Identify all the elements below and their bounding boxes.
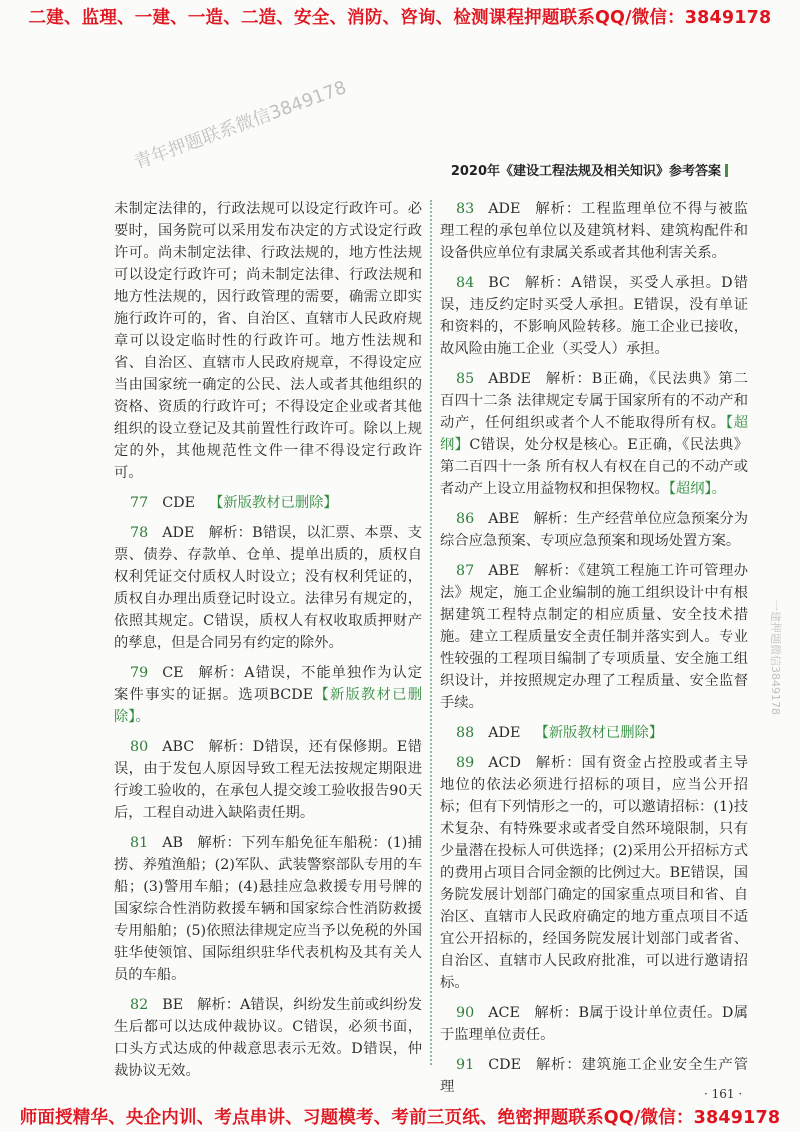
left-column [114,198,422,1090]
answer-item [440,508,748,552]
answer-item [440,272,748,360]
answer-answer: ABDE [488,371,531,387]
intro-paragraph: 未制定法律的，行政法规可以设定行政许可。必要时，国务院可以采用发布决定的方式设定行政许可。尚未制定法律、行政法规的，地方性法规可以设定行政许可；尚未制定法律、行政法规和地方性法规的，因行政管理的需要，确需立即实施行政许可的，省、自治区、直辖市人民政府规章可以设定临时性的行政许可。地方性法规和省、自治区、直辖市人民政府规章，不得设定应当由国家统一确定的公民、法人或者其他组织的资格、资质的行政许可；不得设定企业或者其他组织的设立登记及其前置性行政许可。除以上规定的外，其他规范性文件一律不得设定行政许可。 [114,201,422,481]
answer-num: 84 [456,275,475,291]
answer-item [440,752,748,994]
answer-answer: ACD [488,755,521,771]
answer-note: 【新版教材已删除】。 [114,687,423,725]
answer-num: 77 [130,495,149,511]
page-number: · 161 · [704,1087,743,1101]
answer-answer: ADE [488,725,521,741]
answer-item [440,198,748,264]
answer-text: 解析：A错误，不能单独作为认定案件事实的证据。选项BCDE [114,665,422,703]
answer-text: 解析：A错误，买受人承担。D错误，违反约定时买受人承担。E错误，没有单证和资料的，不影响风险转移。施工企业已接收，故风险由施工企业（买受人）承担。 [440,275,748,357]
answer-num: 81 [130,835,149,851]
watermark-2: 一建押题微信3849178 [769,600,782,715]
promo-banner-bottom: 师面授精华、央企内训、考点串讲、习题模考、考前三页纸、绝密押题联系QQ/微信：3849178 [19,1108,781,1128]
answer-item [114,832,422,986]
answer-num: 86 [456,511,475,527]
answer-text: 解析：国有资金占控股或者主导地位的依法必须进行招标的项目，应当公开招标；但有下列情形之一的，可以邀请招标：(1)技术复杂、有特殊要求或者受自然环境限制，只有少量潜在投标人可供选择；(2)采用公开招标方式的费用占项目合同金额的比例过大。BE错误，国务院发展计划部门确定的国家重点项目和省、自治区、直辖市人民政府确定的地方重点项目不适宜公开招标的，经国务院发展计划部门或者省、自治区、直辖市人民政府批准，可以进行邀请招标。 [440,755,748,991]
answer-answer: BE [162,997,184,1013]
answer-answer: ADE [162,525,195,541]
answer-text: 解析：B属于设计单位责任。D属于监理单位责任。 [440,1005,748,1043]
answer-answer: ABE [488,511,520,527]
answer-text: 解析：工程监理单位不得与被监理工程的承包单位以及建筑材料、建筑构配件和设备供应单位有隶属关系或者其他利害关系。 [440,201,748,261]
answer-note: 【新版教材已删除】 [209,495,338,511]
answer-item [440,722,748,744]
answer-text: 解析：《建筑工程施工许可管理办法》规定，施工企业编制的施工组织设计中有根据建筑工程特点制定的相应质量、安全技术措施。建立工程质量安全责任制并落实到人。专业性较强的工程项目编制了专项质量、安全施工组织设计，并按照规定办理了工程质量、安全监督手续。 [440,563,748,711]
watermark: 青年押题联系微信3849178 [131,77,350,174]
running-header-title: 2020年《建设工程法规及相关知识》参考答案 [450,164,721,179]
answer-num: 80 [130,739,149,755]
answer-num: 90 [456,1005,475,1021]
answer-note: 【新版教材已删除】 [534,725,664,741]
answer-item [440,1002,748,1046]
answer-item [114,492,422,514]
answer-text: 解析：下列车船免征车船税：(1)捕捞、养殖渔船；(2)军队、武装警察部队专用的车船；(3)警用车船；(4)悬挂应急救援专用号牌的国家综合性消防救援车辆和国家综合性消防救援专用船舶；(5)依照法律规定应当予以免税的外国驻华使领馆、国际组织驻华代表机构及其有关人员的车船。 [114,835,422,983]
answer-answer: ABE [488,563,520,579]
answer-item [114,522,422,654]
answer-note2: 【超纲】。 [668,481,726,497]
running-header [451,160,728,179]
answer-answer: CDE [162,495,196,511]
answer-num: 82 [130,997,149,1013]
header-bar-mark [725,164,728,177]
answer-answer: BC [488,275,510,291]
answer-num: 79 [130,665,149,681]
answer-item [114,736,422,824]
answer-text2: C错误，处分权是核心。E正确，《民法典》第二百四十一条 所有权人有权在自己的不动产或者动产上设立用益物权和担保物权。 [440,437,748,497]
answer-note: 【超纲】 [440,415,749,453]
answer-answer: ABC [162,739,195,755]
answer-item [114,662,422,728]
answer-item [440,368,748,500]
answer-num: 89 [456,755,475,771]
answer-num: 91 [456,1057,475,1073]
answer-answer: CE [162,665,184,681]
answer-text: 解析：生产经营单位应急预案分为综合应急预案、专项应急预案和现场处置方案。 [440,511,748,549]
column-divider [430,200,432,1065]
answer-item [440,1054,748,1098]
answer-num: 87 [456,563,475,579]
answer-num: 85 [456,371,475,387]
answer-text: 解析：D错误，还有保修期。E错误，由于发包人原因导致工程无法按规定期限进行竣工验收的，在承包人提交竣工验收报告90天后，工程自动进入缺陷责任期。 [114,739,422,821]
answer-text: 解析：A错误，纠纷发生前或纠纷发生后都可以达成仲裁协议。C错误，必须书面，口头方式达成的仲裁意思表示无效。D错误，仲裁协议无效。 [114,997,422,1079]
right-column [440,198,748,1106]
answer-item [114,994,422,1082]
answer-answer: AB [162,835,184,851]
answer-text: 解析：B正确，《民法典》第二百四十二条 法律规定专属于国家所有的不动产和动产，任何组织或者个人不能取得所有权。 [440,371,748,431]
answer-answer: ACE [488,1005,520,1021]
answer-num: 83 [456,201,475,217]
promo-banner-top: 二建、监理、一建、一造、二造、安全、消防、咨询、检测课程押题联系QQ/微信：3849178 [28,8,772,28]
answer-text: 解析：建筑施工企业安全生产管理 [440,1057,748,1095]
answer-text: 解析：B错误，以汇票、本票、支票、债券、存款单、仓单、提单出质的，质权自权利凭证交付质权人时设立；没有权利凭证的，质权自办理出质登记时设立。法律另有规定的，依照其规定。C错误，质权人有权收取质押财产的孳息，但是合同另有约定的除外。 [114,525,422,651]
answer-num: 88 [456,725,475,741]
answer-num: 78 [130,525,149,541]
answer-answer: CDE [488,1057,522,1073]
answer-answer: ADE [488,201,521,217]
answer-item [440,560,748,714]
